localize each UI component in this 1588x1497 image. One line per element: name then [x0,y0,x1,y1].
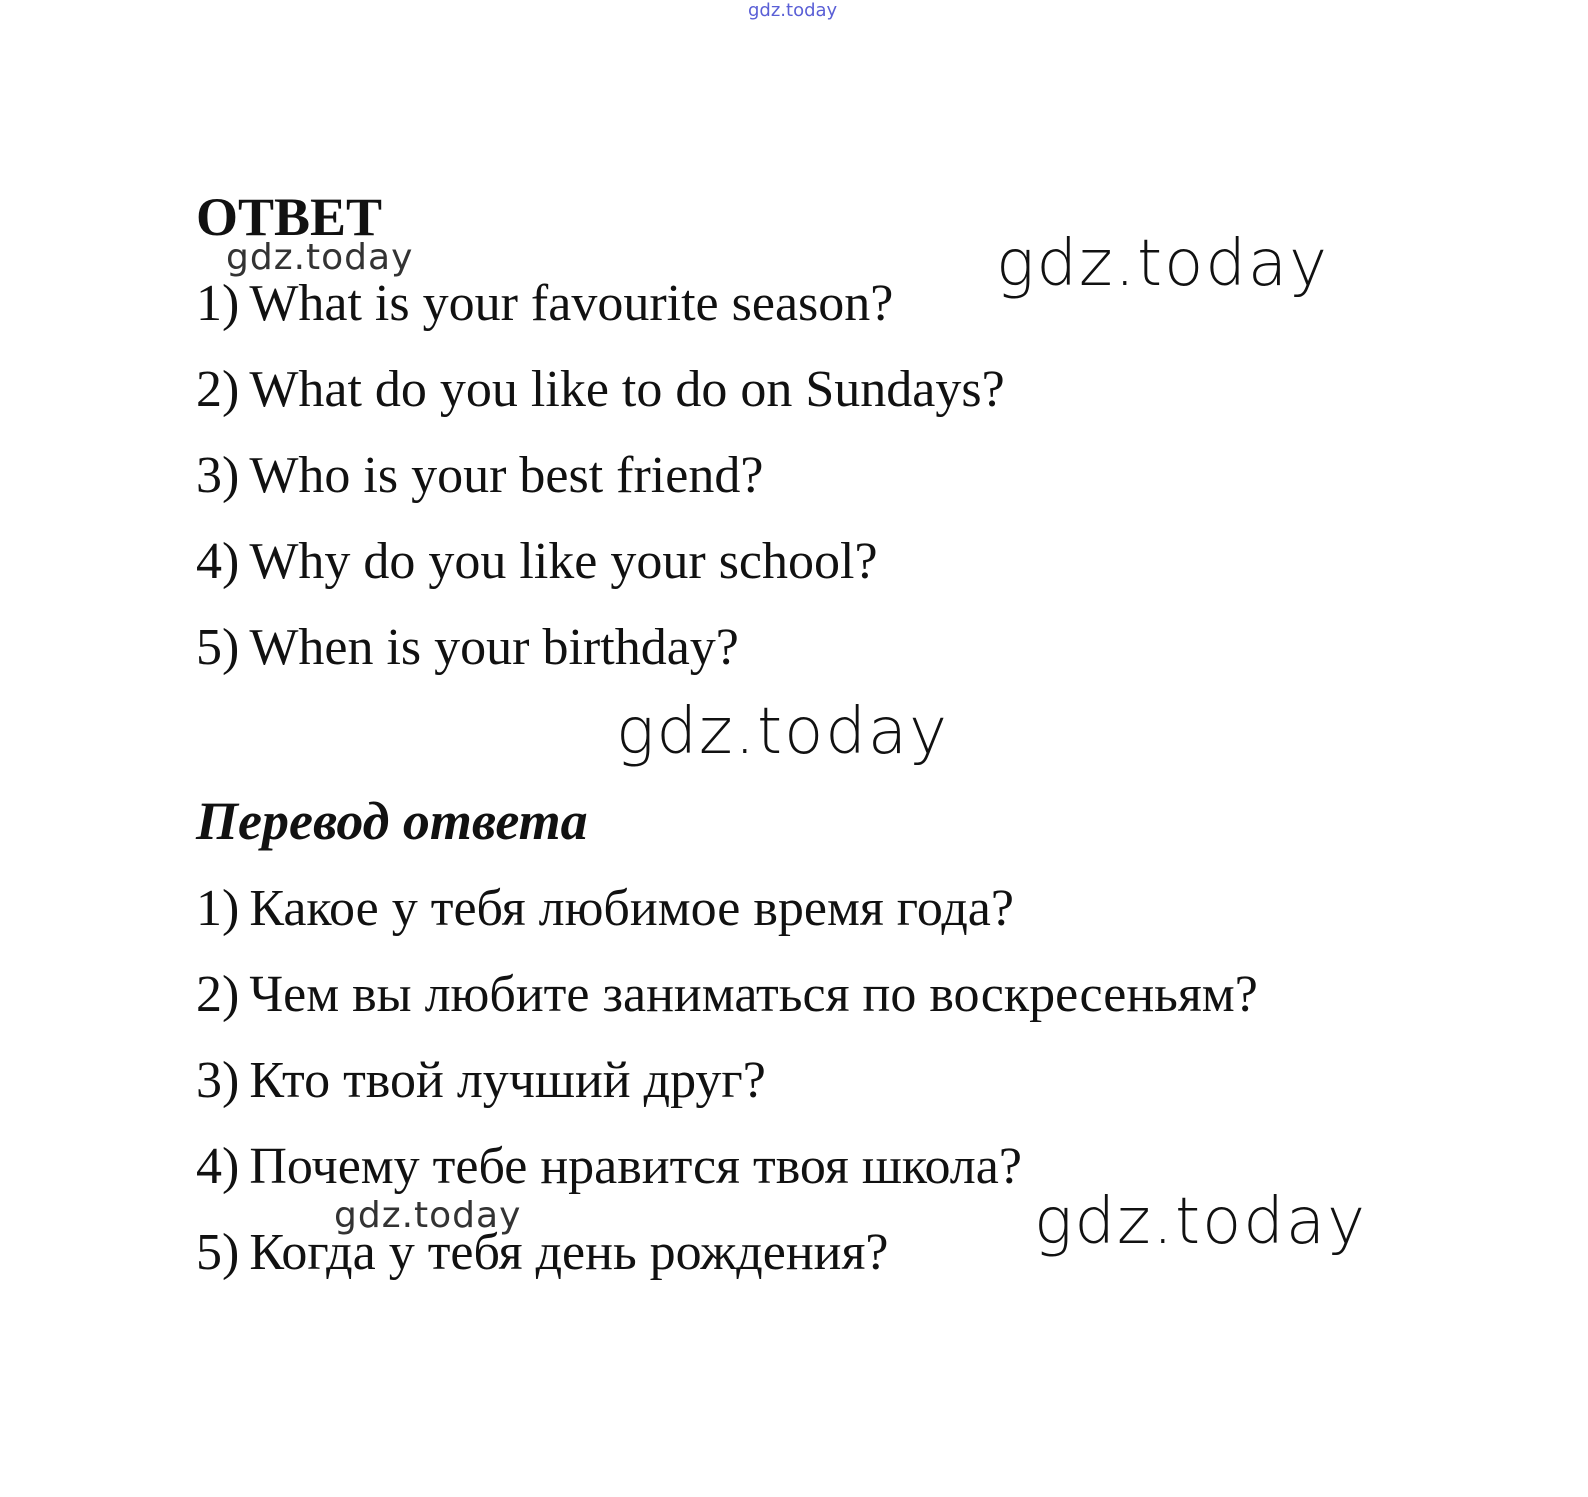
item-number: 2) [196,361,240,418]
item-text: What do you like to do on Sundays? [249,361,1005,418]
watermark-small: gdz.today [226,237,414,278]
item-number: 1) [196,880,240,937]
item-text: Какое у тебя любимое время года? [249,880,1014,937]
answer-item [196,361,1005,447]
answer-item [196,619,1005,705]
answer-item [196,447,1005,533]
watermark-top: gdz.today [748,0,838,21]
item-text: Why do you like your school? [249,533,878,590]
watermark-small: gdz.today [334,1195,522,1236]
item-number: 3) [196,1052,240,1109]
item-number: 4) [196,533,240,590]
item-number: 3) [196,447,240,504]
watermark-large: gdz.today [1034,1185,1367,1259]
translation-item [196,966,1258,1052]
translation-item [196,1052,1258,1138]
answer-item [196,275,1005,361]
item-text: Who is your best friend? [249,447,764,504]
translation-heading: Перевод ответа [196,791,588,851]
item-text: What is your favourite season? [249,275,894,332]
item-text: When is your birthday? [249,619,739,676]
item-text: Чем вы любите заниматься по воскресеньям? [249,966,1258,1023]
watermark-large: gdz.today [996,227,1329,301]
answer-list [196,275,1005,705]
item-text: Когда у тебя день рождения? [249,1224,889,1281]
item-number: 4) [196,1138,240,1195]
answer-heading: ОТВЕТ [196,187,383,247]
watermark-large: gdz.today [616,695,949,769]
item-number: 5) [196,619,240,676]
translation-item [196,880,1258,966]
answer-item [196,533,1005,619]
item-number: 1) [196,275,240,332]
item-text: Почему тебе нравится твоя школа? [249,1138,1022,1195]
item-text: Кто твой лучший друг? [249,1052,766,1109]
item-number: 2) [196,966,240,1023]
item-number: 5) [196,1224,240,1281]
